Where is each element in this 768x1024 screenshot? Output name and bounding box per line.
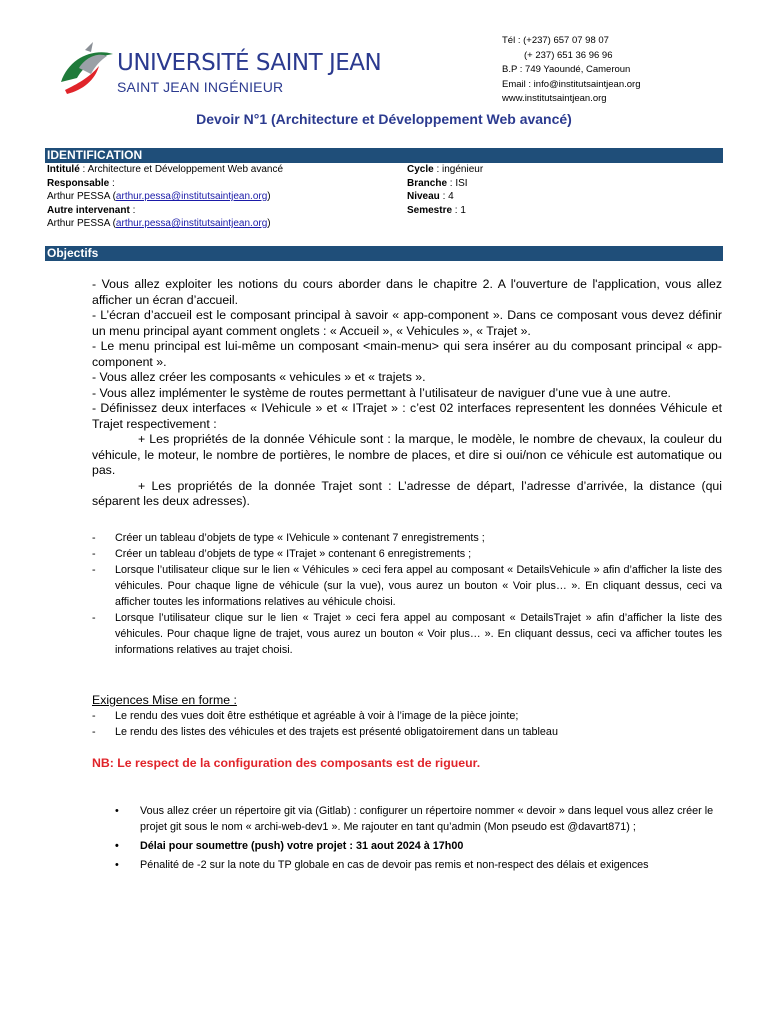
identification-left <box>47 163 283 231</box>
contact-phone-1: Tél : (+237) 657 07 98 07 <box>502 35 609 46</box>
objectif-paragraph: - Le menu principal est lui-même un composant <main-menu> qui sera insérer au du composant principal « app-component ». <box>92 339 722 369</box>
contact-block <box>502 34 641 107</box>
list-item <box>115 838 725 854</box>
list-item <box>92 546 722 562</box>
dash-marker: - <box>92 548 96 560</box>
task-list <box>92 530 722 658</box>
bullet-marker: • <box>115 840 119 852</box>
dash-marker: - <box>92 532 96 544</box>
responsable-label: Responsable <box>47 177 110 189</box>
list-item-text: Lorsque l’utilisateur clique sur le lien « Véhicules » ceci fera appel au composant « DetailsVehicule » afin d’afficher la liste des véhicules. Pour chaque ligne de véhicule (sur la vue), vous aurez un bouton « Voir plus… ». En cliquant dessus, ceci va afficher toutes les informations relatives au véhicule choisi. <box>115 564 722 608</box>
objectif-paragraph: - L’écran d’accueil est le composant principal à savoir « app-component ». Dans ce composant vous devez définir un menu principal ayant comment onglets : « Accueil », « Vehicules », « Trajet ». <box>92 308 722 338</box>
list-item-text: Le rendu des listes des véhicules et des trajets est présenté obligatoirement dans un tableau <box>115 726 558 738</box>
exigences-heading: Exigences Mise en forme : <box>92 693 237 707</box>
list-item-text: Pénalité de -2 sur la note du TP globale en cas de devoir pas remis et non-respect des délais et exigences <box>140 859 649 871</box>
document-title: Devoir N°1 (Architecture et Développement Web avancé) <box>196 111 572 127</box>
responsable-email-link[interactable]: arthur.pessa@institutsaintjean.org <box>115 191 268 202</box>
objectif-paragraph: - Vous allez exploiter les notions du cours aborder dans le chapitre 2. A l'ouverture de l'application, vous allez afficher un écran d’accueil. <box>92 277 722 307</box>
branche-label: Branche <box>407 177 448 189</box>
objectifs-body <box>92 277 722 510</box>
exigences-list <box>92 708 722 740</box>
niveau-label: Niveau <box>407 191 440 202</box>
list-item <box>92 530 722 546</box>
list-item <box>115 803 725 835</box>
identification-heading: IDENTIFICATION <box>45 148 723 163</box>
bullet-marker: • <box>115 859 119 871</box>
deadline-text: Délai pour soumettre (push) votre projet : 31 aout 2024 à 17h00 <box>140 840 464 852</box>
contact-website: www.institutsaintjean.org <box>502 93 607 104</box>
close-paren: ) <box>267 191 271 202</box>
list-item <box>92 562 722 610</box>
contact-email: Email : info@institutsaintjean.org <box>502 78 641 90</box>
autre-intervenant-label: Autre intervenant <box>47 204 130 216</box>
autre-intervenant-email-link[interactable]: arthur.pessa@institutsaintjean.org <box>115 218 268 229</box>
objectif-paragraph: - Vous allez créer les composants « vehicules » et « trajets ». <box>92 370 426 384</box>
list-item <box>92 724 722 740</box>
dash-marker: - <box>92 564 96 576</box>
semestre-value: : 1 <box>452 204 466 216</box>
list-item <box>92 708 722 724</box>
identification-right <box>407 163 483 217</box>
bullet-marker: • <box>115 805 119 817</box>
cycle-value: : ingénieur <box>433 164 484 175</box>
list-item <box>115 857 725 873</box>
dash-marker: - <box>92 710 96 722</box>
semestre-label: Semestre <box>407 204 453 216</box>
objectif-paragraph: - Définissez deux interfaces « IVehicule » et « ITrajet » : c’est 02 interfaces representent les données Véhicule et Trajet respectivement : <box>92 401 722 431</box>
nb-warning: NB: Le respect de la configuration des composants est de rigueur. <box>92 756 481 770</box>
trajet-properties: + Les propriétés de la donnée Trajet sont : L’adresse de départ, l’adresse d’arrivée, la distance (qui séparent les deux adresses). <box>92 478 722 508</box>
list-item-text: Le rendu des vues doit être esthétique et agréable à voir à l’image de la pièce jointe; <box>115 710 519 722</box>
submission-list <box>115 803 725 876</box>
list-item <box>92 610 722 658</box>
objectif-paragraph: - Vous allez implémenter le système de routes permettant à l’utilisateur de naviguer d’une vue à une autre. <box>92 385 671 400</box>
close-paren: ) <box>267 218 271 229</box>
responsable-name: Arthur PESSA ( <box>47 191 116 202</box>
niveau-value: : 4 <box>439 191 454 202</box>
contact-address: B.P : 749 Yaoundé, Cameroun <box>502 64 631 75</box>
vehicule-properties: + Les propriétés de la donnée Véhicule sont : la marque, le modèle, le nombre de chevaux, la couleur du véhicule, le moteur, le nombre de portières, le nombre de places, et dire si oui/non ce véhicule est automatique ou pas. <box>92 432 722 477</box>
contact-phone-2: (+ 237) 651 36 96 96 <box>524 49 613 61</box>
list-item-text: Lorsque l’utilisateur clique sur le lien « Trajet » ceci fera appel au composant « DetailsTrajet » afin d’afficher la liste des véhicules. Pour chaque ligne de trajet, vous aurez un bouton « Voir plus… ». En cliquant dessus, ceci va afficher toutes les informations relatives au trajet choisi. <box>115 612 722 656</box>
intitule-label: Intitulé <box>47 164 80 175</box>
university-logo-icon <box>55 38 117 100</box>
university-name: UNIVERSITÉ SAINT JEAN <box>117 50 382 76</box>
responsable-suffix: : <box>109 177 115 189</box>
objectifs-heading: Objectifs <box>45 246 723 261</box>
list-item-text: Créer un tableau d’objets de type « ITrajet » contenant 6 enregistrements ; <box>115 548 472 560</box>
cycle-label: Cycle <box>407 164 434 175</box>
list-item-text: Créer un tableau d’objets de type « IVehicule » contenant 7 enregistrements ; <box>115 532 485 544</box>
branche-value: : ISI <box>447 177 468 189</box>
intitule-value: : Architecture et Développement Web avancé <box>79 164 284 175</box>
dash-marker: - <box>92 726 96 738</box>
dash-marker: - <box>92 612 96 624</box>
autre-intervenant-name: Arthur PESSA ( <box>47 218 116 229</box>
autre-suffix: : <box>129 204 136 216</box>
school-name: SAINT JEAN INGÉNIEUR <box>117 79 284 95</box>
list-item-text: Vous allez créer un répertoire git via (Gitlab) : configurer un répertoire nommer « devoir » dans lequel vous allez créer le projet git sous le nom « archi-web-dev1 ». Me rajouter en tant qu’admin (Mon pseudo est @davart871) ; <box>140 805 714 833</box>
